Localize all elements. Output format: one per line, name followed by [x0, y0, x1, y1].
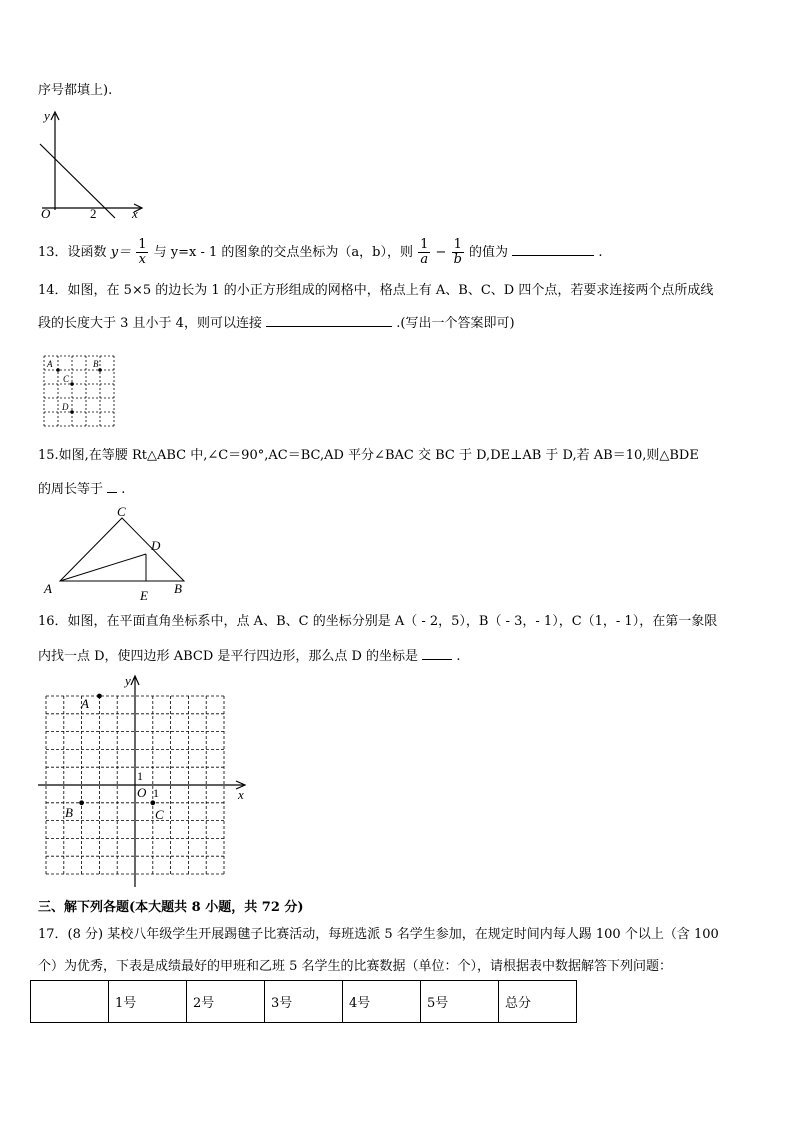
q16-label-c: C	[155, 807, 164, 822]
q15-label-d: D	[151, 538, 161, 553]
q15-line-2a: 的周长等于	[38, 482, 104, 497]
q14-line-2	[38, 312, 515, 333]
triangle-abc	[60, 518, 184, 581]
coordinate-grid-q16	[36, 672, 256, 890]
q15-line-2b: .	[121, 482, 126, 497]
q14-label-a: A	[47, 359, 53, 369]
q16-line-2	[38, 645, 460, 666]
q14-label-c: C	[63, 374, 70, 384]
q13-end: .	[598, 245, 603, 260]
table-header-row	[31, 981, 577, 1023]
q14-line-2a: 段的长度大于 3 且小于 4，则可以连接	[38, 316, 262, 331]
q16-answer-blank[interactable]	[422, 645, 452, 660]
origin-label: O	[41, 206, 51, 221]
q16-line-2a: 内找一点 D，使四边形 ABCD 是平行四边形，那么点 D 的坐标是	[38, 649, 419, 664]
q13-frac3-num: 1	[452, 238, 464, 253]
score-table	[30, 980, 577, 1023]
q13-fraction-1-over-b	[452, 238, 464, 267]
q13-frac2-num: 1	[420, 237, 429, 252]
intro-tail: 序号都填上).	[38, 83, 113, 98]
q16-tick-x-1: 1	[153, 786, 159, 800]
question-13	[38, 238, 602, 267]
header-cell-5: 5号	[421, 981, 499, 1023]
q14-label-d: D	[62, 402, 69, 412]
header-cell-2: 2号	[187, 981, 265, 1023]
q14-line-1: 14．如图，在 5×5 的边长为 1 的小正方形组成的网格中，格点上有 A、B、C、D 四个点，若要求连接两个点所成线	[38, 283, 714, 298]
q13-tail: 的值为	[469, 245, 509, 260]
q16-tick-y-1: 1	[137, 769, 143, 783]
q14-line-2b: .(写出一个答案即可)	[396, 316, 515, 331]
q15-label-e: E	[140, 588, 148, 603]
header-cell-blank	[31, 981, 109, 1023]
triangle-q15	[38, 504, 198, 604]
q13-frac3-den: b	[453, 252, 462, 267]
q14-point-a	[56, 368, 60, 372]
q17-line-2: 个）为优秀，下表是成绩最好的甲班和乙班 5 名学生的比赛数据（单位：个），请根据表中数据解答下列问题：	[38, 959, 673, 974]
q14-label-b: B	[93, 359, 99, 369]
q15-label-b: B	[174, 581, 182, 596]
q14-grid-lines	[44, 356, 114, 426]
q14-point-d	[70, 410, 74, 414]
q14-point-c	[70, 382, 74, 386]
q13-frac1-den: x	[138, 252, 146, 267]
q16-origin-label: O	[137, 785, 147, 800]
q13-fraction-1-over-x	[136, 238, 148, 267]
tick-2-label: 2	[90, 206, 97, 221]
q13-fraction-1-over-a	[418, 238, 430, 267]
header-cell-1: 1号	[109, 981, 187, 1023]
q13-minus: −	[435, 245, 447, 260]
q13-frac2-den: a	[420, 252, 429, 267]
header-cell-4: 4号	[343, 981, 421, 1023]
q17-line-1: 17．(8 分) 某校八年级学生开展踢毽子比赛活动，每班选派 5 名学生参加，在规定时间内每人踢 100 个以上（含 100	[38, 927, 719, 942]
q16-x-label: x	[238, 787, 244, 802]
q13-number: 13．设函数	[38, 245, 107, 260]
y-label: y	[44, 108, 50, 123]
q16-line-2b: .	[456, 649, 461, 664]
q16-label-a: A	[81, 696, 89, 711]
q15-label-a: A	[44, 581, 52, 596]
q16-line-1: 16．如图，在平面直角坐标系中，点 A、B、C 的坐标分别是 A（ - 2，5），B（ - 3，- 1），C（1，- 1），在第一象限	[38, 614, 718, 629]
q13-mid-text: 与 y=x - 1 的图象的交点坐标为（a，b），则	[153, 245, 413, 260]
q15-answer-blank[interactable]	[107, 478, 117, 493]
section-3-heading: 三、解下列各题(本大题共 8 小题，共 72 分)	[38, 900, 304, 915]
q13-answer-blank[interactable]	[512, 241, 594, 256]
header-cell-3: 3号	[265, 981, 343, 1023]
q14-point-b	[98, 368, 102, 372]
graph-q12	[30, 108, 150, 223]
q15-label-c: C	[117, 504, 126, 519]
q13-y-eq: y＝	[110, 245, 132, 260]
q16-y-label: y	[125, 673, 131, 688]
grid-q14	[40, 352, 120, 432]
q16-label-b: B	[65, 805, 73, 820]
q14-answer-blank[interactable]	[266, 312, 392, 327]
q15-line-1: 15.如图,在等腰 Rt△ABC 中,∠C＝90°,AC＝BC,AD 平分∠BAC 交 BC 于 D,DE⊥AB 于 D,若 AB＝10,则△BDE	[38, 448, 699, 463]
q13-frac1-num: 1	[138, 237, 147, 252]
q16-point-b	[79, 800, 84, 805]
q15-line-2	[38, 478, 125, 499]
x-label: x	[132, 206, 138, 221]
q16-point-a	[97, 694, 102, 699]
function-line	[40, 144, 115, 218]
q16-point-c	[150, 800, 155, 805]
header-cell-total: 总分	[499, 981, 577, 1023]
